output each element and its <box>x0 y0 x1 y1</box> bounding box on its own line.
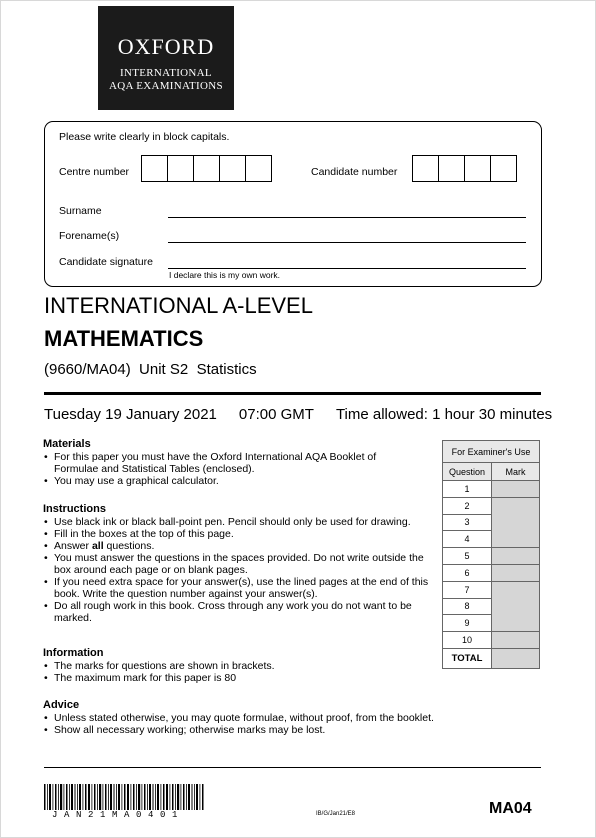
digit-box[interactable] <box>464 155 491 182</box>
block-capitals-instruction: Please write clearly in block capitals. <box>59 131 230 143</box>
declaration-text: I declare this is my own work. <box>169 270 281 280</box>
candidate-details-box <box>44 121 542 287</box>
total-mark-cell <box>492 648 540 668</box>
digit-box[interactable] <box>490 155 517 182</box>
forename-line[interactable] <box>168 242 526 243</box>
barcode-image <box>44 784 204 810</box>
surname-line[interactable] <box>168 217 526 218</box>
advice-heading: Advice <box>43 699 80 711</box>
materials-heading: Materials <box>43 438 91 450</box>
question-number: 6 <box>443 564 492 581</box>
question-column-header: Question <box>443 463 492 481</box>
question-number: 2 <box>443 497 492 514</box>
centre-number-label: Centre number <box>59 166 130 178</box>
question-number: 1 <box>443 481 492 498</box>
information-heading: Information <box>43 647 104 659</box>
exam-timing <box>44 406 552 423</box>
oxford-aqa-logo <box>98 6 234 110</box>
question-number: 9 <box>443 615 492 632</box>
subject-title: MATHEMATICS <box>44 326 204 351</box>
centre-number-field[interactable] <box>141 155 271 182</box>
total-label: TOTAL <box>443 648 492 668</box>
list-item: • If you need extra space for your answer(s), use the lined pages at the end of this book. Write the question number against your answer(s). <box>54 576 435 600</box>
document-reference: IB/G/Jan21/E8 <box>316 811 356 817</box>
instructions-heading: Instructions <box>43 503 106 515</box>
list-item: • The marks for questions are shown in brackets. <box>54 660 443 672</box>
mark-cell <box>492 497 540 547</box>
list-item: • Do all rough work in this book. Cross through any work you do not want to be marked. <box>54 600 435 624</box>
exam-date: Tuesday 19 January 2021 <box>44 406 217 423</box>
list-item: • You must answer the questions in the spaces provided. Do not write outside the box around each page or on blank pages. <box>54 552 435 576</box>
signature-line[interactable] <box>168 268 526 269</box>
question-number: 3 <box>443 514 492 531</box>
candidate-number-label: Candidate number <box>311 166 398 178</box>
candidate-number-field[interactable] <box>412 155 516 182</box>
digit-box[interactable] <box>193 155 220 182</box>
paper-code: MA04 <box>489 800 532 817</box>
logo-brand: OXFORD <box>117 34 215 59</box>
mark-column-header: Mark <box>492 463 540 481</box>
logo-line-2: AQA EXAMINATIONS <box>109 80 223 92</box>
footer-rule <box>44 767 541 768</box>
list-item: • The maximum mark for this paper is 80 <box>54 672 443 684</box>
list-item: • Fill in the boxes at the top of this page. <box>54 528 435 540</box>
title-rule <box>44 392 541 395</box>
signature-label: Candidate signature <box>59 256 153 268</box>
list-item: • Unless stated otherwise, you may quote formulae, without proof, from the booklet. <box>54 712 463 724</box>
mark-cell <box>492 564 540 581</box>
digit-box[interactable] <box>412 155 439 182</box>
question-number: 5 <box>443 548 492 565</box>
question-number: 8 <box>443 598 492 615</box>
list-item: • Show all necessary working; otherwise marks may be lost. <box>54 724 463 736</box>
list-item: • Use black ink or black ball-point pen. Pencil should only be used for drawing. <box>54 516 435 528</box>
exam-time: 07:00 GMT <box>238 406 314 423</box>
examiner-use-table <box>442 440 540 669</box>
materials-section <box>43 438 443 487</box>
digit-box[interactable] <box>438 155 465 182</box>
instructions-section <box>43 503 435 624</box>
mark-cell <box>492 481 540 498</box>
list-item: • For this paper you must have the Oxford International AQA Booklet of Formulae and Statistical Tables (enclosed). <box>54 451 384 475</box>
qualification-level: INTERNATIONAL A-LEVEL <box>44 293 313 318</box>
digit-box[interactable] <box>141 155 168 182</box>
paper-reference: (9660/MA04) Unit S2 Statistics <box>44 361 257 378</box>
surname-label: Surname <box>59 205 102 217</box>
question-number: 4 <box>443 531 492 548</box>
digit-box[interactable] <box>219 155 246 182</box>
time-allowed: Time allowed: 1 hour 30 minutes <box>335 406 553 423</box>
barcode-text: JAN21MA0401 <box>52 810 185 820</box>
forename-label: Forename(s) <box>59 230 120 242</box>
mark-cell <box>492 548 540 565</box>
question-number: 10 <box>443 632 492 649</box>
advice-section <box>43 699 463 736</box>
information-section <box>43 647 443 684</box>
list-item: • You may use a graphical calculator. <box>54 475 443 487</box>
examiner-table-heading: For Examiner's Use <box>443 441 540 463</box>
logo-line-1: INTERNATIONAL <box>120 67 212 79</box>
list-item: • Answer all questions. <box>54 540 435 552</box>
digit-box[interactable] <box>167 155 194 182</box>
mark-cell <box>492 581 540 631</box>
question-number: 7 <box>443 581 492 598</box>
mark-cell <box>492 632 540 649</box>
digit-box[interactable] <box>245 155 272 182</box>
